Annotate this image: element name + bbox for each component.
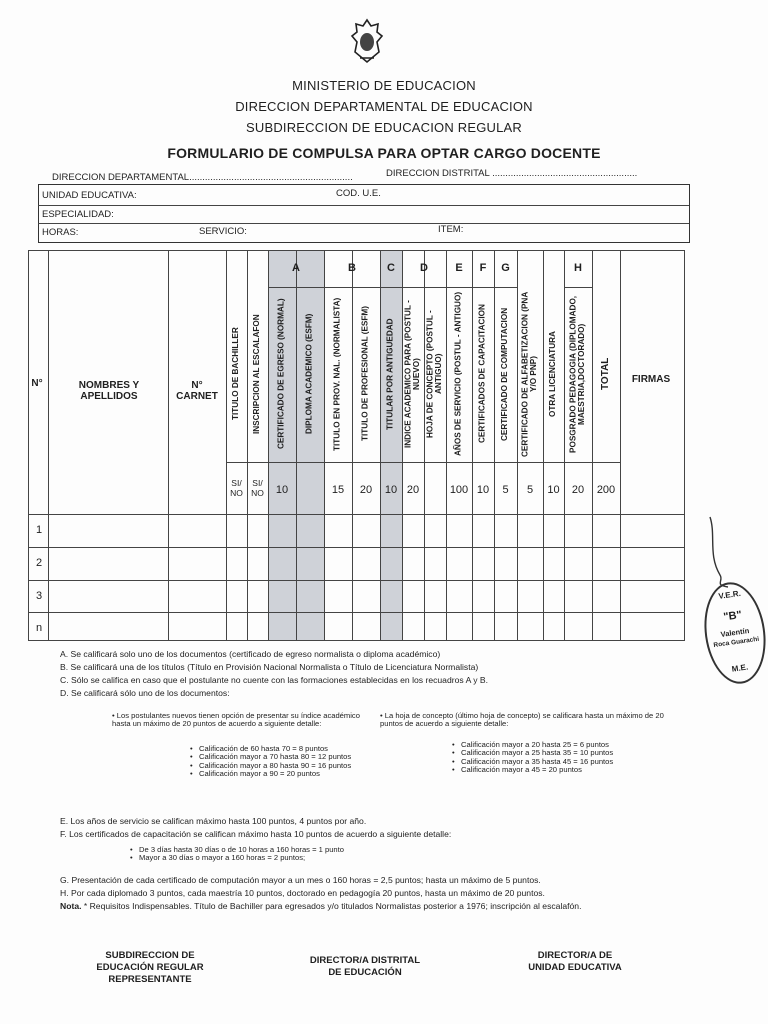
- table-row-number: 1: [36, 524, 43, 536]
- ministry-name: MINISTERIO DE EDUCACION: [292, 78, 476, 93]
- criteria-points: 20: [406, 484, 420, 496]
- criteria-header: INDICE ACADEMICO PARA (POSTUL - NUEVO): [403, 300, 421, 448]
- note-e: E. Los años de servicio se califican máximo hasta 100 puntos, 4 puntos por año.: [60, 816, 367, 826]
- criteria-points: SI/ NO: [230, 478, 243, 498]
- note-f-list: • De 3 días hasta 30 días o de 10 horas a 160 horas = 1 punto • Mayor a 30 días o mayor a 160 horas = 2 puntos;: [130, 845, 344, 863]
- table-row-number: 3: [36, 590, 43, 602]
- criteria-points: SI/ NO: [251, 478, 264, 498]
- note-f: F. Los certificados de capacitación se califican máximo hasta 10 puntos de acuerdo a siguiente detalle:: [60, 829, 452, 839]
- note-d-left-list: • Calificación de 60 hasta 70 = 8 puntos • Calificación mayor a 70 hasta 80 = 12 puntos • Calificación mayor a 80 hasta 90 = 16 puntos • Calificación mayor a 90 = 20 puntos: [190, 744, 352, 779]
- signature-subdireccion: SUBDIRECCION DE EDUCACIÓN REGULAR REPRESENTANTE: [96, 950, 204, 985]
- note-c: C. Sólo se califica en caso que el postulante no cuente con las formaciones establecidas en los recuadros A y B.: [60, 675, 489, 685]
- criteria-group-letter: C: [387, 262, 395, 274]
- criteria-group-letter: A: [292, 262, 300, 274]
- note-nota: Nota. * Requisitos Indispensables. Título de Bachiller para egresados y/o titulados Normalistas posterior a 1976; inscripción al escalafón.: [60, 901, 582, 911]
- field-direccion-departamental: DIRECCION DEPARTAMENTAL..............................................................: [52, 172, 353, 183]
- table-row-number: n: [36, 622, 43, 634]
- field-servicio: SERVICIO:: [199, 226, 247, 237]
- note-h: H. Por cada diplomado 3 puntos, cada maestría 10 puntos, doctorado en pedagogía 20 puntos, hasta un máximo de 20 puntos.: [60, 888, 545, 898]
- criteria-header: HOJA DE CONCEPTO (POSTUL - ANTIGUO): [425, 310, 443, 438]
- field-direccion-distrital: DIRECCION DISTRITAL .......................................................: [386, 168, 638, 179]
- criteria-points: 10: [384, 484, 398, 496]
- criteria-header: INSCRIPCION AL ESCALAFON: [252, 314, 262, 434]
- field-cod-ue: COD. U.E.: [336, 188, 381, 199]
- criteria-points: 100: [449, 484, 469, 496]
- criteria-header: CERTIFICADO DE COMPUTACION: [500, 307, 510, 441]
- criteria-header: TITULO EN PROV. NAL. (NORMALISTA): [332, 297, 342, 451]
- col-header-nombres: NOMBRES Y APELLIDOS: [78, 380, 140, 402]
- criteria-header: AÑOS DE SERVICIO (POSTUL - ANTIGUO): [453, 291, 463, 457]
- department-name: DIRECCION DEPARTAMENTAL DE EDUCACION: [235, 99, 533, 114]
- criteria-points: 20: [571, 484, 585, 496]
- table-row-number: 2: [36, 557, 43, 569]
- criteria-header: OTRA LICENCIATURA: [548, 331, 558, 417]
- criteria-header: CERTIFICADO DE ALFABETIZACION (PNA Y/O PNP): [520, 291, 538, 457]
- criteria-header: TITULO DE BACHILLER: [231, 327, 241, 421]
- field-horas: HORAS:: [42, 227, 79, 238]
- criteria-points: 10: [275, 484, 289, 496]
- signature-scribble-icon: [702, 515, 732, 590]
- field-especialidad: ESPECIALIDAD:: [42, 209, 114, 220]
- coat-of-arms-icon: [350, 18, 384, 66]
- criteria-points: 10: [547, 484, 560, 496]
- criteria-header: TITULO DE PROFESIONAL (ESFM): [360, 306, 370, 442]
- note-d-right-list: • Calificación mayor a 20 hasta 25 = 6 puntos • Calificación mayor a 25 hasta 35 = 10 puntos • Calificación mayor a 35 hasta 45 = 16 puntos • Calificación mayor a 45 = 20 puntos: [452, 740, 614, 775]
- criteria-points: 5: [502, 484, 509, 496]
- note-a: A. Se calificará solo uno de los documentos (certificado de egreso normalista o diploma académico): [60, 649, 441, 659]
- col-header-no: N°: [31, 378, 43, 389]
- criteria-header: CERTIFICADOS DE CAPACITACION: [477, 304, 487, 444]
- criteria-group-letter: D: [420, 262, 428, 274]
- field-item: ITEM:: [438, 224, 464, 235]
- criteria-group-letter: H: [574, 262, 582, 274]
- subdirection-name: SUBDIRECCION DE EDUCACION REGULAR: [245, 120, 523, 135]
- note-d-left-intro: • Los postulantes nuevos tienen opción de presentar su índice académico hasta un máximo de 20 puntos de acuerdo a siguiente detalle:: [112, 711, 360, 729]
- note-d: D. Se calificará sólo uno de los documentos:: [60, 688, 230, 698]
- criteria-header: POSGRADO PEDAGOGIA (DIPLOMADO, MAESTRIA,DOCTORADO): [568, 295, 586, 453]
- criteria-header: TITULAR POR ANTIGUEDAD: [385, 318, 395, 430]
- criteria-points: 10: [476, 484, 490, 496]
- form-title: FORMULARIO DE COMPULSA PARA OPTAR CARGO DOCENTE: [167, 145, 601, 161]
- criteria-group-letter: E: [455, 262, 463, 274]
- signature-director-distrital: DIRECTOR/A DISTRITAL DE EDUCACIÓN: [309, 955, 421, 978]
- criteria-header: CERTIFICADO DE EGRESO (NORMAL): [276, 298, 286, 450]
- col-header-firmas: FIRMAS: [631, 374, 671, 385]
- criteria-group-letter: G: [501, 262, 510, 274]
- criteria-header: TOTAL: [599, 357, 611, 391]
- official-stamp: V.E.R. "B" Valentín Roca Guarachi M.E.: [698, 578, 768, 687]
- note-d-right-intro: • La hoja de concepto (último hoja de concepto) se calificara hasta un máximo de 20 puntos de acuerdo a siguiente detalle:: [380, 711, 664, 729]
- note-g: G. Presentación de cada certificado de computación mayor a un mes o 160 horas = 2,5 puntos; hasta un máximo de 5 puntos.: [60, 875, 541, 885]
- criteria-header: DIPLOMA ACADEMICO (ESFM): [304, 313, 314, 435]
- criteria-points: 5: [526, 484, 534, 496]
- criteria-points: 20: [359, 484, 373, 496]
- criteria-points: 200: [596, 484, 616, 496]
- col-header-carnet: N° CARNET: [176, 380, 218, 402]
- field-unidad-educativa: UNIDAD EDUCATIVA:: [42, 190, 137, 201]
- criteria-group-letter: F: [479, 262, 487, 274]
- criteria-group-letter: B: [348, 262, 356, 274]
- note-b: B. Se calificará una de los títulos (Título en Provisión Nacional Normalista o Título de Licenciatura Normalista): [60, 662, 479, 672]
- criteria-points: 15: [331, 484, 345, 496]
- signature-director-unidad: DIRECTOR/A DE UNIDAD EDUCATIVA: [528, 950, 622, 973]
